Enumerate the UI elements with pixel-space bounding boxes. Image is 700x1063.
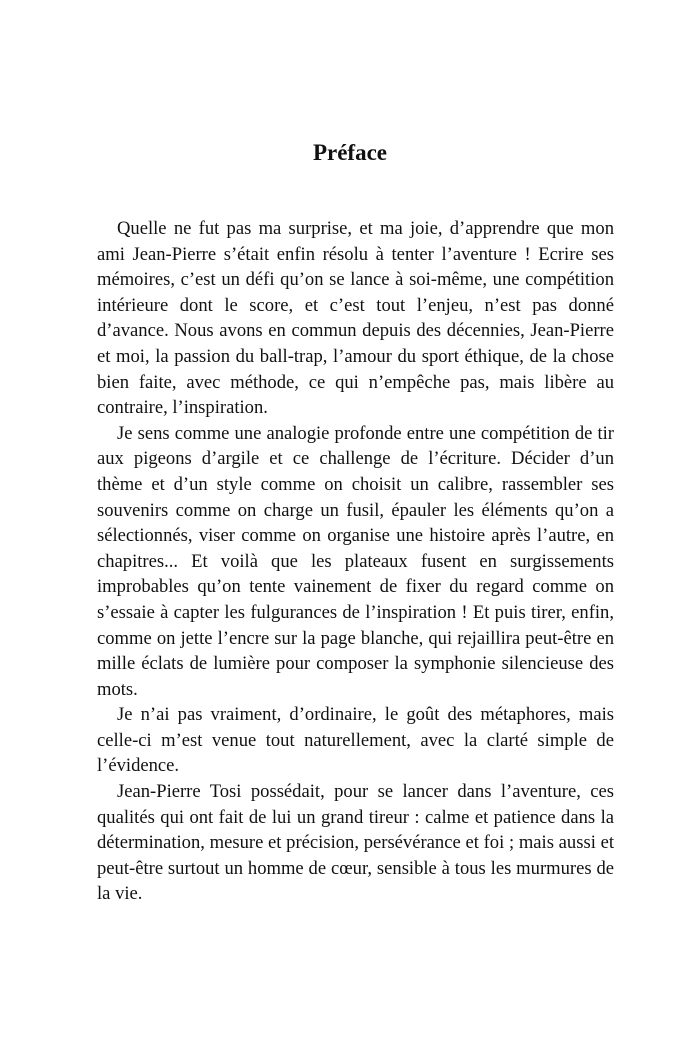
page-title: Préface: [312, 140, 388, 165]
paragraph: Je n’ai pas vraiment, d’ordinaire, le goût des métaphores, mais celle-ci m’est venue tout naturellement, avec la clarté simple de l’évidence.: [97, 704, 614, 777]
body-text: [97, 216, 614, 907]
paragraph: Quelle ne fut pas ma surprise, et ma joie, d’apprendre que mon ami Jean-Pierre s’était enfin résolu à tenter l’aventure ! Ecrire ses mémoires, c’est un défi qu’on se lance à soi-même, une compétition intérieure dont le score, et c’est tout l’enjeu, n’est pas donné d’avance. Nous avons en commun depuis des décennies, Jean-Pierre et moi, la passion du ball-trap, l’amour du sport éthique, de la chose bien faite, avec méthode, ce qui n’empêche pas, mais libère au contraire, l’inspiration.: [97, 218, 614, 419]
paragraph: Jean-Pierre Tosi possédait, pour se lancer dans l’aventure, ces qualités qui ont fait de lui un grand tireur : calme et patience dans la détermination, mesure et précision, persévérance et foi ; mais aussi et peut-être surtout un homme de cœur, sensible à tous les murmures de la vie.: [97, 781, 614, 905]
paragraph: Je sens comme une analogie profonde entre une compétition de tir aux pigeons d’argile et ce challenge de l’écriture. Décider d’un thème et d’un style comme on choisit un calibre, rassembler ses souvenirs comme on charge un fusil, épauler les éléments qu’on a sélectionnés, viser comme on organise une histoire après l’autre, en chapitres... Et voilà que les plateaux fusent en surgissements improbables qu’on tente vainement de fixer du regard comme on s’essaie à capter les fulgurances de l’inspiration ! Et puis tirer, enfin, comme on jette l’encre sur la page blanche, qui rejaillira peut-être en mille éclats de lumière pour composer la symphonie silencieuse des mots.: [97, 422, 614, 700]
